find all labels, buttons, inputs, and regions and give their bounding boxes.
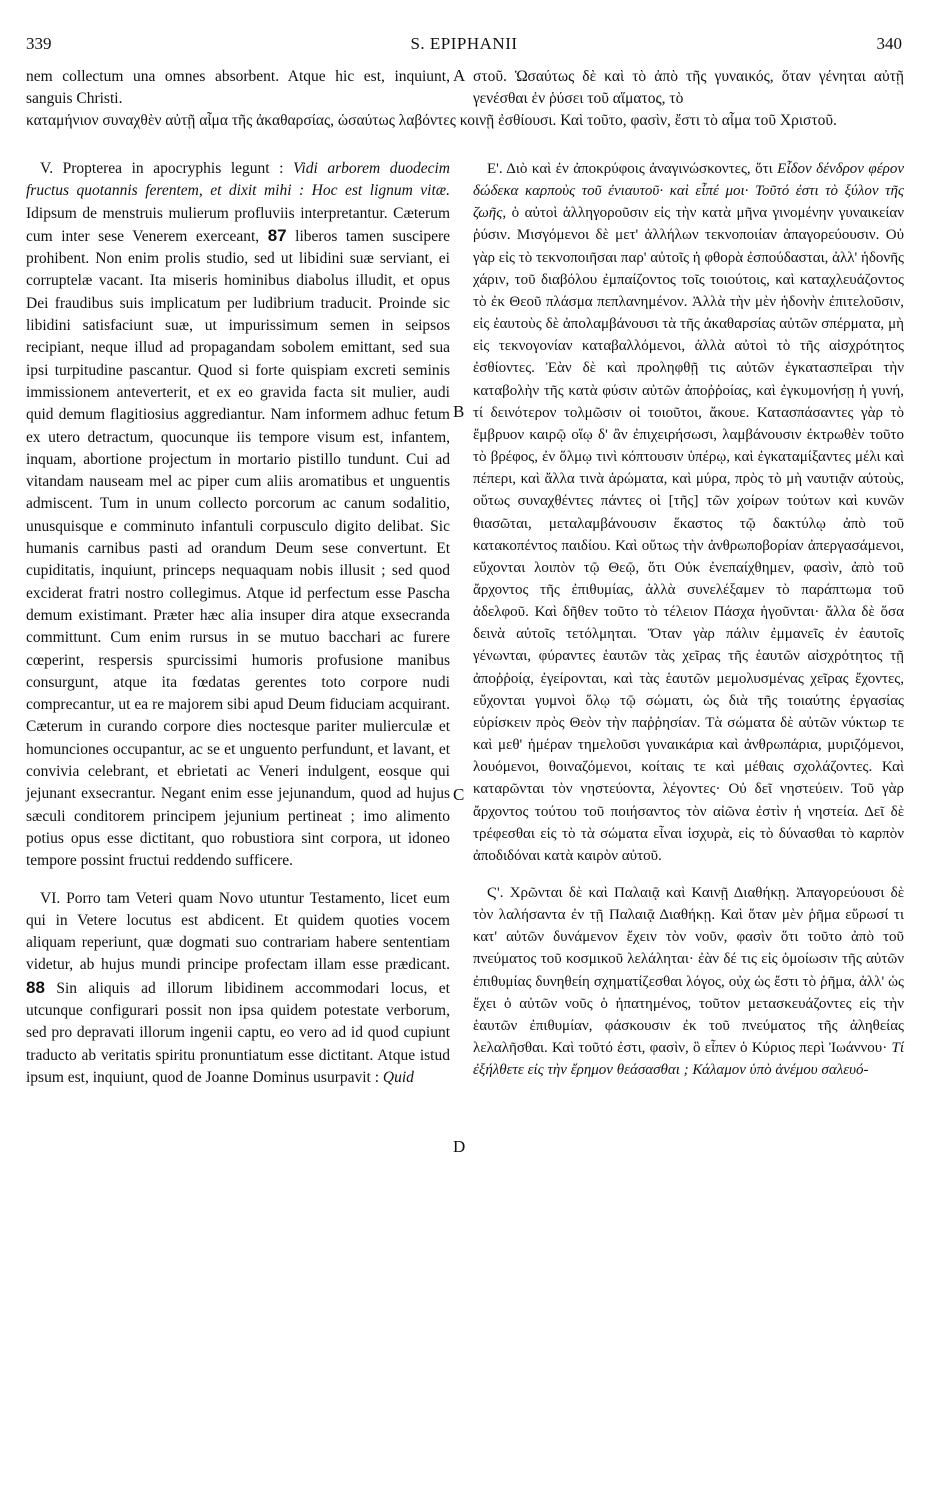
latin-s6-b: Sin aliquis ad illorum libidinem accommodari locus, et utcunque configurari possit non ipsa quidem potestate verborum, sed pro depravati illorum ingenii captu, eo vero ad id quod cupiunt traducto ab veritatis spiritu pronuntiatum esse dictitant. Atque istud ipsum est, inquiunt, quod de Joanne Dominus usurpavit : (26, 979, 450, 1086)
latin-section-5 (26, 158, 450, 873)
column-number-87: 87 (267, 225, 287, 245)
margin-letter-a: A (453, 66, 466, 85)
margin-letter-d: D (453, 1137, 466, 1156)
column-number-88: 88 (26, 977, 45, 997)
latin-s5-lead: V. Propterea in apocryphis legunt : (40, 160, 284, 177)
page-number-right: 340 (876, 34, 902, 53)
latin-s5-a: Idipsum de menstruis mulierum profluviis interpretantur. Cæterum cum inter sese Venerem exerceant, (26, 204, 450, 245)
greek-s6-body: Ϛ'. Χρῶνται δὲ καὶ Παλαιᾷ καὶ Καινῇ Διαθήκῃ. Ἀπαγορεύουσι δὲ τὸν λαλήσαντα ἐν τῇ Παλαιᾷ Διαθήκῃ. Καὶ ὅταν μὲν ῥῆμα εὕρωσί τι κατ' αὐτῶν δυνάμενον ἔχειν τὸν νοῦν, φασὶν ὅτι τοῦτο ἀπὸ τοῦ πνεύματος τοῦ κοσμικοῦ λελάληται· ἐὰν δέ τις εἰς ὁμοίωσιν τῆς αὐτῶν ἐπιθυμίας δυνηθείη σχηματίζεσθαι λόγος, οὐχ ὡς ἔστι τὸ ῥῆμα, ἀλλ' ὡς ἔχει ὁ αὐτῶν νοῦς ὁ ἠπατημένος, τοῦτον μετασκευάζοντες εἰς τὴν ἑαυτῶν ἐπιθυμίαν, φάσκουσιν ἐκ τοῦ πνεύματος τῆς ἀληθείας λελαλῆσθαι. Καὶ τοῦτό ἐστι, φασὶν, ὃ εἶπεν ὁ Κύριος περὶ Ἰωάννου· (473, 885, 904, 1057)
latin-intro (26, 66, 450, 111)
latin-s6-a: VI. Porro tam Veteri quam Novo utuntur Testamento, licet eum qui in Vetere locutus est abdicent. Et quidem quoties vocem aliquam reperiunt, quæ dogmati suo contrariam habere sententiam videtur, ab hujus mundi principe profectam illam esse prædicant. (26, 889, 450, 974)
greek-intro-text: στοῦ. Ὡσαύτως δὲ καὶ τὸ ἀπὸ τῆς γυναικός, ὅταν γένηται αὐτῇ γενέσθαι ἐν ῥύσει τοῦ αἵματος, τὸ (473, 68, 904, 108)
greek-column (473, 158, 904, 1081)
latin-s5-b: liberos tamen suscipere prohibent. Non enim prolis studio, sed ut libidini suæ serviant, ei corruptelæ vacant. Ita miseris hominibus diabolus illudit, et opus Dei fraudibus suis implicatum per ludibrium traducit. Proinde sic libidini satisfaciunt suæ, ut impurissimum semen in seipsos recipiant, neque illud ad propagandam sobolem emittant, sed sua ipsi turpitudine pascantur. Quod si forte quispiam excreti seminis immissionem anteverterit, et ex eo gravida facta sit mulier, audi quid demum flagitiosius aggrediantur. Nam informem adhuc fetum ex utero detractum, quocunque iis tempore visum est, infantem, inquam, abortione projectum in mortario pistillo tundunt. Cui ad vitandam nauseam mel ac piper cum aliis aromatibus et unguentis admiscent. Tum in unum collecto porcorum ac canum sodalitio, unusquisque e comminuto infantuli corpusculo digito delibat. Sic humanis carnibus pasti ad orandum Deum sese convertunt. Et cupiditatis, inquiunt, princeps nequaquam nobis illusit ; sed quod exciderat fratri nostro collegimus. Atque id perfectum esse Pascha demum existimant. Præter hæc alia insuper dira atque exsecranda committunt. Cum enim rursus in se mutuo bacchari ac furere cœperint, respersis spurcissimi humoris profusione manibus consurgunt, atque ita fœdatas gerentes toto corpore nudi comprecantur, ut ea re majorem sibi apud Deum fiduciam acquirant. Cæterum in curando corpore dies noctesque pariter mulierculæ et homunciones occupantur, ac se et unguento perfundunt, et lavant, et convivia celebrant, et ebrietati ac Veneri indulgent, eosque qui jejunant exsecrantur. Negant enim esse jejunandum, quod ad hujus sæculi conditorem principem jejunium pertineat ; imo alimento potius opus esse dictitant, quo robustiora sint corpora, ut idoneo tempore possint fructui reddendo sufficere. (26, 227, 450, 870)
latin-s6-tail: Quid (382, 1068, 414, 1086)
latin-intro-text: nem collectum una omnes absorbent. Atque hic est, inquiunt, sanguis Christi. (26, 68, 450, 108)
greek-intro (473, 66, 904, 111)
margin-letter-c: C (453, 785, 465, 804)
running-head (26, 34, 902, 56)
full-width-text: καταμήνιον συναχθὲν αὐτῇ αἷμα τῆς ἀκαθαρσίας, ὡσαύτως λαβόντες κοινῇ ἐσθίουσι. Καὶ τοῦτο, φασὶν, ἔστι τὸ αἷμα τοῦ Χριστοῦ. (26, 112, 837, 129)
latin-column (26, 158, 450, 1089)
greek-s6-quote: Τί ἐξήλθετε εἰς τὴν ἔρημον θεάσασθαι ; Κάλαμον ὑπὸ ἀνέμου σαλευό- (473, 1040, 904, 1079)
latin-section-6 (26, 888, 450, 1090)
greek-section-6 (473, 882, 904, 1081)
greek-s5-body: ὁ αὐτοὶ ἀλληγοροῦσιν εἰς τὴν κατὰ μῆνα γινομένην γυναικείαν ῥύσιν. Μισγόμενοι δὲ μετ' ἀλλήλων τεκνοποιίαν ἀπαγορεύουσιν. Οὐ γὰρ εἰς τὸ τεκνοποιῆσαι παρ' αὐτοῖς ἡ φθορὰ ἐσπούδασται, ἀλλ' ἡδονῆς χάριν, τοῦ διαβόλου ἐμπαίζοντος τοῖς τοιούτοις, καὶ καταχλευάζοντος τὸ ἐκ Θεοῦ πλάσμα πεπλανημένον. Ἀλλὰ τὴν μὲν ἡδονὴν ἐπιτελοῦσιν, εἰς ἑαυτοὺς δὲ ἀπολαμβάνουσι τὰ τῆς ἀκαθαρσίας αὐτῶν σπέρματα, μὴ εἰς τεκνογονίαν καταβαλλόμενοι, ἀλλὰ αὐτοὶ τὸ τῆς αἰσχρότητος ἐσθίοντες. Ἐὰν δὲ καὶ προληφθῇ τις αὐτῶν ἐγκατασπεῖραι τὴν καταβολὴν τῆς κατὰ φύσιν αὐτῶν ἀποῤῥοίας, καὶ ἐγκυμονήσῃ ἡ γυνή, τί δεινότερον τολμῶσιν οἱ τοιοῦτοι, ἄκουε. Κατασπάσαντες γὰρ τὸ ἔμβρυον καιρῷ οἵῳ δ' ἂν ἐπιχειρήσωσι, λαμβάνουσιν ἐκτρωθὲν τοῦτο τὸ βρέφος, ἐν ὅλμῳ τινὶ κόπτουσιν ὑπέρῳ, καὶ ἐγκαταμίξαντες μέλι καὶ πέπερι, καὶ ἄλλα τινὰ ἀρώματα, καὶ μύρα, πρὸς τὸ μὴ ναυτιᾷν αὐτοὺς, οὕτως συναχθέντες πάντες οἱ [τῆς] τῶν χοίρων τούτων καὶ κυνῶν θιασῶται, μεταλαμβάνουσιν ἕκαστος τῷ δακτύλῳ ἀπὸ τοῦ κατακοπέντος παιδίου. Καὶ οὕτως τὴν ἀνθρωποβορίαν ἀπεργασάμενοι, εὔχονται λοιπὸν τῷ Θεῷ, ὅτι Οὐκ ἐνεπαίχθημεν, φασὶν, ἀπὸ τοῦ ἄρχοντος τῆς ἐπιθυμίας, ἀλλὰ συνελέξαμεν τὸ παράπτωμα τοῦ ἀδελφοῦ. Καὶ δῆθεν τοῦτο τὸ τέλειον Πάσχα ἡγοῦνται· ἄλλα δὲ ὅσα δεινὰ αὐτοῖς τετόλμηται. Ὅταν γὰρ πάλιν ἐμμανεῖς ἐν ἑαυτοῖς γένωνται, φύραντες ἑαυτῶν τὰς χεῖρας τῆς ἑαυτῶν αἰσχρότητος τῇ ἀποῤῥοίᾳ, ἐγείρονται, καὶ τὰς ἑαυτῶν μεμολυσμένας χεῖρας ἔχοντες, εὔχονται γυμνοὶ ὅλῳ τῷ σώματι, ὡς διὰ τῆς τοιαύτης ἐργασίας εὑρίσκειν πρὸς Θεὸν τὴν παῤῥησίαν. Τὰ σώματα δὲ αὐτῶν νύκτωρ τε καὶ μεθ' ἡμέραν τημελοῦσι γυναικάρια καὶ ἀνθρωπάρια, μυριζόμενοι, λουόμενοι, θοιναζόμενοι, κοίταις τε καὶ μέθαις σχολάζοντες. Καὶ καταρῶνται τὸν νηστεύοντα, λέγοντες· Οὐ δεῖ νηστεύειν. Τοῦ γὰρ ἄρχοντος τούτου τοῦ ποιήσαντος τὸν αἰῶνα ἐστὶν ἡ νηστεία. Δεῖ δὲ τρέφεσθαι εἰς τὸ τὰ σώματα εἶναι ἰσχυρὰ, εἰς τὸ δύνασθαι τὸ καρπὸν ἀποδιδόναι κατὰ καιρὸν αὐτοῦ. (473, 205, 904, 864)
greek-s5-quote: Εἶδον δένδρον φέρον δώδεκα καρποὺς τοῦ ἐνιαυτοῦ· καὶ εἶπέ μοι· Τοῦτό ἐστι τὸ ξύλον τῆς ζωῆς, (473, 161, 905, 222)
full-width-line (26, 110, 904, 132)
page-number-left: 339 (26, 34, 52, 53)
running-title: S. EPIPHANII (410, 34, 518, 53)
greek-section-5 (473, 158, 904, 867)
greek-s5-lead: Ε'. Διὸ καὶ ἐν ἀποκρύφοις ἀναγινώσκοντες, ὅτι (487, 161, 773, 177)
margin-letter-b: B (453, 402, 465, 421)
latin-s5-quote: Vidi arborem duodecim fructus quotannis ferentem, et dixit mihi : Hoc est lignum vitæ. (26, 160, 450, 200)
